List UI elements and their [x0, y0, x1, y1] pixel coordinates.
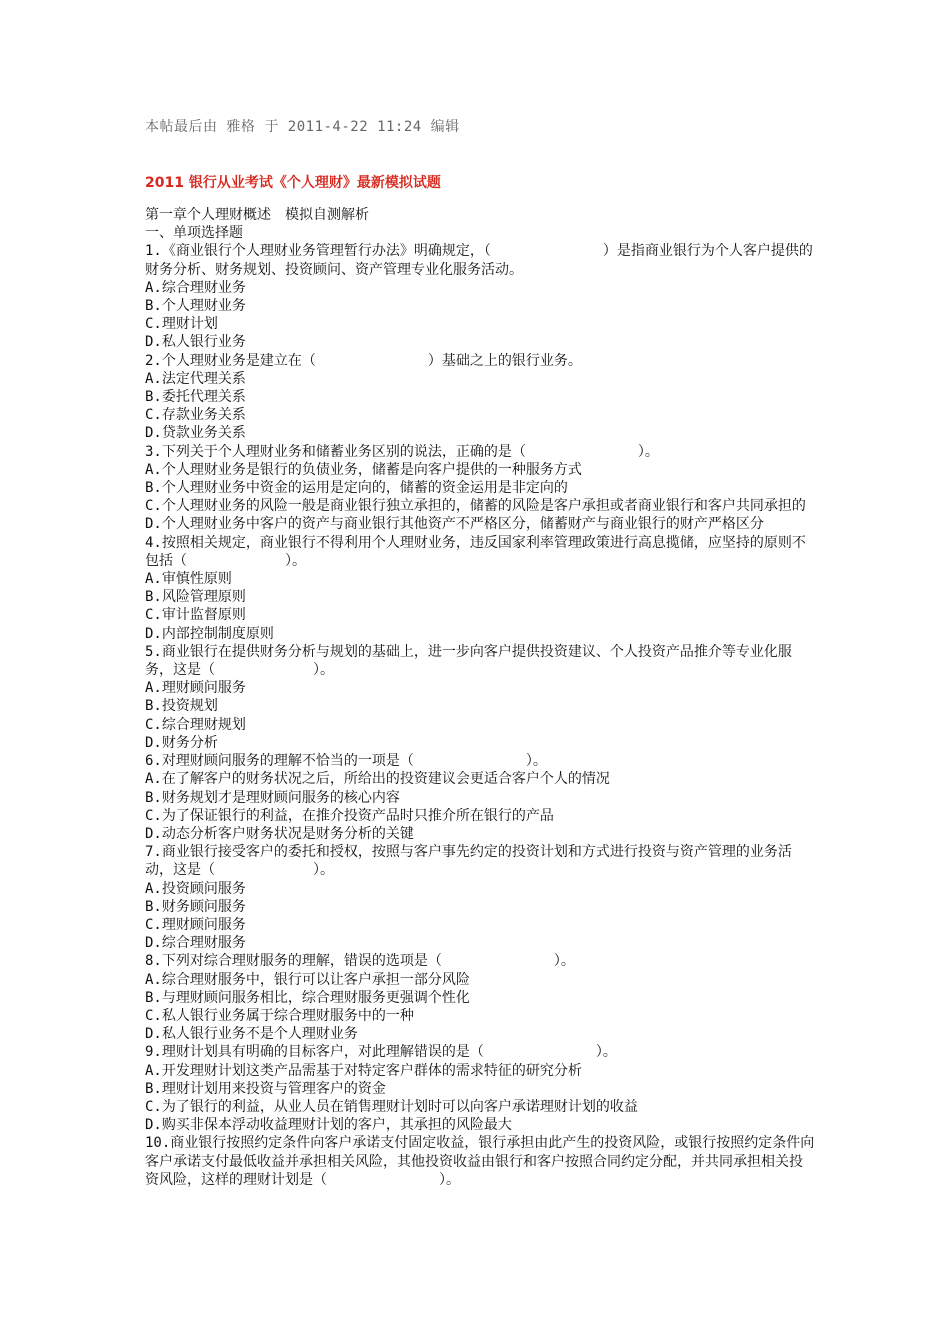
answer-option: C.存款业务关系 — [145, 407, 246, 424]
question-item — [145, 1134, 815, 1189]
answer-option: D.购买非保本浮动收益理财计划的客户，其承担的风险最大 — [145, 1117, 512, 1134]
question-stem: 6.对理财顾问服务的理解不恰当的一项是（ ）。 — [145, 753, 547, 770]
answer-option: B.财务规划才是理财顾问服务的核心内容 — [145, 789, 400, 806]
section-heading: 一、单项选择题 — [145, 225, 243, 242]
question-item — [145, 752, 815, 843]
answer-option: A.综合理财服务中，银行可以让客户承担一部分风险 — [145, 971, 470, 988]
answer-option: B.与理财顾问服务相比，综合理财服务更强调个性化 — [145, 989, 470, 1006]
question-item — [145, 534, 815, 643]
answer-option: B.投资规划 — [145, 698, 218, 715]
question-list — [145, 242, 815, 1189]
answer-option: D.内部控制制度原则 — [145, 625, 274, 642]
answer-option: B.个人理财业务 — [145, 298, 246, 315]
answer-option: A.投资顾问服务 — [145, 880, 246, 897]
question-item — [145, 242, 815, 351]
question-stem: 10.商业银行按照约定条件向客户承诺支付固定收益，银行承担由此产生的投资风险，或银行按照约定条件向客户承诺支付最低收益并承担相关风险，其他投资收益由银行和客户按照合同约定分配，并共同承担相关投资风险，这样的理财计划是（ ）。 — [145, 1135, 815, 1188]
answer-option: D.综合理财服务 — [145, 935, 246, 952]
answer-option: B.风险管理原则 — [145, 589, 246, 606]
question-item — [145, 952, 815, 1043]
answer-option: C.审计监督原则 — [145, 607, 246, 624]
answer-option: C.为了银行的利益，从业人员在销售理财计划时可以向客户承诺理财计划的收益 — [145, 1098, 638, 1115]
answer-option: B.个人理财业务中资金的运用是定向的，储蓄的资金运用是非定向的 — [145, 480, 568, 497]
answer-option: C.综合理财规划 — [145, 716, 246, 733]
answer-option: A.综合理财业务 — [145, 279, 246, 296]
answer-option: A.法定代理关系 — [145, 370, 246, 387]
answer-option: D.财务分析 — [145, 734, 218, 751]
answer-option: D.私人银行业务 — [145, 334, 246, 351]
question-stem: 8.下列对综合理财服务的理解，错误的选项是（ ）。 — [145, 953, 575, 970]
answer-option: A.在了解客户的财务状况之后，所给出的投资建议会更适合客户个人的情况 — [145, 771, 610, 788]
edit-note: 本帖最后由 雅格 于 2011-4-22 11:24 编辑 — [145, 119, 460, 135]
question-item — [145, 643, 815, 752]
answer-option: C.理财计划 — [145, 316, 218, 333]
answer-option: A.开发理财计划这类产品需基于对特定客户群体的需求特征的研究分析 — [145, 1062, 582, 1079]
answer-option: C.理财顾问服务 — [145, 916, 246, 933]
answer-option: D.动态分析客户财务状况是财务分析的关键 — [145, 825, 414, 842]
answer-option: A.审慎性原则 — [145, 571, 232, 588]
answer-option: C.私人银行业务属于综合理财服务中的一种 — [145, 1007, 414, 1024]
answer-option: D.私人银行业务不是个人理财业务 — [145, 1026, 358, 1043]
question-stem: 1.《商业银行个人理财业务管理暂行办法》明确规定，（ ）是指商业银行为个人客户提供的财务分析、财务规划、投资顾问、资产管理专业化服务活动。 — [145, 243, 813, 278]
answer-option: D.个人理财业务中客户的资产与商业银行其他资产不严格区分，储蓄财产与商业银行的财产严格区分 — [145, 516, 764, 533]
answer-option: B.财务顾问服务 — [145, 898, 246, 915]
answer-option: B.理财计划用来投资与管理客户的资金 — [145, 1080, 386, 1097]
answer-option: A.个人理财业务是银行的负债业务，储蓄是向客户提供的一种服务方式 — [145, 461, 582, 478]
chapter-heading: 第一章个人理财概述 模拟自测解析 — [145, 207, 369, 223]
document-title: 2011 银行从业考试《个人理财》最新模拟试题 — [145, 175, 441, 191]
question-stem: 2.个人理财业务是建立在（ ）基础之上的银行业务。 — [145, 352, 582, 369]
answer-option: C.个人理财业务的风险一般是商业银行独立承担的，储蓄的风险是客户承担或者商业银行和客户共同承担的 — [145, 498, 806, 515]
document-body — [145, 206, 815, 1189]
question-stem: 9.理财计划具有明确的目标客户，对此理解错误的是（ ）。 — [145, 1044, 617, 1061]
question-stem: 4.按照相关规定，商业银行不得利用个人理财业务，违反国家利率管理政策进行高息揽储，应坚持的原则不包括（ ）。 — [145, 534, 806, 569]
question-stem: 7.商业银行接受客户的委托和授权，按照与客户事先约定的投资计划和方式进行投资与资产管理的业务活动，这是（ ）。 — [145, 844, 792, 879]
question-item — [145, 352, 815, 443]
question-stem: 5.商业银行在提供财务分析与规划的基础上，进一步向客户提供投资建议、个人投资产品推介等专业化服务，这是（ ）。 — [145, 643, 792, 679]
question-item — [145, 443, 815, 534]
answer-option: B.委托代理关系 — [145, 389, 246, 406]
answer-option: C.为了保证银行的利益，在推介投资产品时只推介所在银行的产品 — [145, 807, 554, 824]
question-stem: 3.下列关于个人理财业务和储蓄业务区别的说法，正确的是（ ）。 — [145, 443, 659, 460]
question-item — [145, 1043, 815, 1134]
answer-option: D.贷款业务关系 — [145, 425, 246, 442]
answer-option: A.理财顾问服务 — [145, 680, 246, 697]
question-item — [145, 843, 815, 952]
